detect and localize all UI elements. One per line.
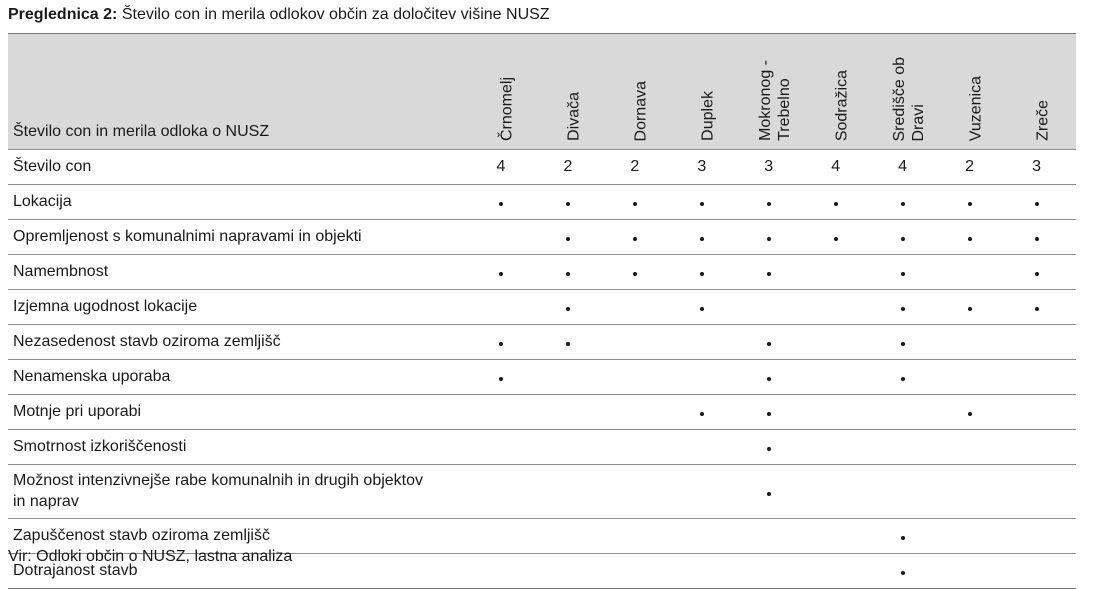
criterion-cell xyxy=(808,519,875,554)
criterion-cell xyxy=(540,430,607,465)
criterion-cell xyxy=(875,430,942,465)
criterion-cell xyxy=(808,290,875,325)
zone-count: 2 xyxy=(965,158,975,175)
bullet-mark xyxy=(700,272,704,276)
criterion-cell xyxy=(741,554,808,589)
zone-count: 4 xyxy=(898,158,908,175)
caption-text: Število con in merila odlokov občin za določitev višine NUSZ xyxy=(121,6,550,23)
bullet-mark xyxy=(566,272,570,276)
bullet-mark xyxy=(700,237,704,241)
bullet-mark xyxy=(767,447,771,451)
bullet-mark xyxy=(767,342,771,346)
criterion-cell xyxy=(942,220,1009,255)
criterion-cell xyxy=(1009,325,1076,360)
column-header xyxy=(1009,34,1076,150)
bullet-mark xyxy=(968,412,972,416)
count-row xyxy=(8,150,1076,185)
criterion-label: Nenamenska uporaba xyxy=(13,368,171,385)
criterion-row xyxy=(8,465,1076,519)
criterion-cell xyxy=(607,430,674,465)
criterion-cell xyxy=(540,465,607,519)
municipality-name: Mokronog - Trebelno xyxy=(756,60,793,141)
criterion-cell xyxy=(674,465,741,519)
criterion-label: Lokacija xyxy=(13,193,72,210)
criterion-cell xyxy=(474,465,541,519)
criterion-row xyxy=(8,255,1076,290)
municipality-name: Zreče xyxy=(1034,100,1052,141)
criterion-cell xyxy=(540,290,607,325)
criterion-cell xyxy=(942,325,1009,360)
criterion-cell xyxy=(607,290,674,325)
bullet-mark xyxy=(901,571,905,575)
bullet-mark xyxy=(767,492,771,496)
criterion-cell xyxy=(875,185,942,220)
criterion-cell xyxy=(1009,395,1076,430)
municipality-name: Črnomelj xyxy=(498,76,516,141)
criterion-cell xyxy=(1009,360,1076,395)
bullet-mark xyxy=(767,272,771,276)
bullet-mark xyxy=(901,377,905,381)
criterion-cell xyxy=(674,519,741,554)
municipality-name: Vuzenica xyxy=(967,75,985,141)
column-header xyxy=(674,34,741,150)
criterion-label: Smotrnost izkoriščenosti xyxy=(13,438,187,455)
criterion-row xyxy=(8,220,1076,255)
criterion-cell xyxy=(674,290,741,325)
column-header xyxy=(474,34,541,150)
criterion-cell xyxy=(875,360,942,395)
bullet-mark xyxy=(1035,307,1039,311)
criterion-cell xyxy=(1009,430,1076,465)
bullet-mark xyxy=(901,536,905,540)
criterion-cell xyxy=(741,290,808,325)
criterion-row xyxy=(8,395,1076,430)
criterion-cell xyxy=(808,220,875,255)
bullet-mark xyxy=(633,272,637,276)
caption-label: Preglednica 2: xyxy=(8,6,118,23)
criterion-cell xyxy=(474,554,541,589)
criterion-cell xyxy=(875,519,942,554)
criterion-cell xyxy=(607,360,674,395)
column-header xyxy=(607,34,674,150)
criterion-label: Opremljenost s komunalnimi napravami in objekti xyxy=(13,228,362,245)
criterion-cell xyxy=(474,395,541,430)
criterion-cell xyxy=(474,325,541,360)
criterion-cell xyxy=(741,255,808,290)
criterion-cell xyxy=(942,185,1009,220)
criterion-row xyxy=(8,325,1076,360)
criterion-cell xyxy=(540,325,607,360)
criterion-cell xyxy=(875,554,942,589)
bullet-mark xyxy=(968,307,972,311)
bullet-mark xyxy=(566,202,570,206)
column-header xyxy=(875,34,942,150)
bullet-mark xyxy=(499,272,503,276)
criterion-label: Možnost intenzivnejše rabe komunalnih in drugih objektov in naprav xyxy=(13,472,424,510)
criterion-cell xyxy=(875,220,942,255)
criterion-label: Namembnost xyxy=(13,263,109,280)
criterion-cell xyxy=(741,465,808,519)
criterion-label: Dotrajanost stavb xyxy=(13,562,138,579)
criterion-label: Izjemna ugodnost lokacije xyxy=(13,298,198,315)
column-header xyxy=(741,34,808,150)
bullet-mark xyxy=(633,202,637,206)
criterion-cell xyxy=(474,255,541,290)
zone-count: 2 xyxy=(630,158,640,175)
zone-count: 3 xyxy=(697,158,707,175)
criterion-cell xyxy=(607,519,674,554)
bullet-mark xyxy=(767,237,771,241)
criterion-cell xyxy=(741,185,808,220)
criterion-cell xyxy=(1009,185,1076,220)
municipality-name: Središče ob Dravi xyxy=(890,56,927,141)
bullet-mark xyxy=(499,202,503,206)
zone-count: 3 xyxy=(764,158,774,175)
criterion-cell xyxy=(741,360,808,395)
bullet-mark xyxy=(901,237,905,241)
bullet-mark xyxy=(901,202,905,206)
bullet-mark xyxy=(700,412,704,416)
criterion-cell xyxy=(942,430,1009,465)
criterion-row xyxy=(8,430,1076,465)
table-header-row xyxy=(8,34,1076,150)
criterion-cell xyxy=(607,220,674,255)
criterion-cell xyxy=(607,554,674,589)
criterion-label: Motnje pri uporabi xyxy=(13,403,142,420)
criterion-cell xyxy=(540,360,607,395)
criterion-cell xyxy=(607,395,674,430)
bullet-mark xyxy=(968,202,972,206)
bullet-mark xyxy=(566,237,570,241)
bullet-mark xyxy=(767,202,771,206)
criterion-cell xyxy=(674,220,741,255)
column-header xyxy=(808,34,875,150)
criterion-cell xyxy=(540,220,607,255)
criterion-cell xyxy=(474,360,541,395)
bullet-mark xyxy=(700,202,704,206)
criterion-cell xyxy=(607,185,674,220)
bullet-mark xyxy=(700,307,704,311)
criterion-cell xyxy=(1009,220,1076,255)
criterion-cell xyxy=(474,519,541,554)
criterion-row xyxy=(8,290,1076,325)
criterion-cell xyxy=(875,290,942,325)
criterion-label: Nezasedenost stavb oziroma zemljišč xyxy=(13,333,281,350)
criterion-cell xyxy=(942,465,1009,519)
criterion-cell xyxy=(474,185,541,220)
bullet-mark xyxy=(968,237,972,241)
criterion-cell xyxy=(607,465,674,519)
row-label: Število con xyxy=(13,158,92,175)
criterion-cell xyxy=(1009,519,1076,554)
bullet-mark xyxy=(834,202,838,206)
criterion-cell xyxy=(540,519,607,554)
table-caption xyxy=(8,4,550,26)
criterion-cell xyxy=(674,360,741,395)
criterion-cell xyxy=(1009,255,1076,290)
criterion-cell xyxy=(474,290,541,325)
criterion-cell xyxy=(741,519,808,554)
criterion-cell xyxy=(875,255,942,290)
criterion-cell xyxy=(808,465,875,519)
bullet-mark xyxy=(499,342,503,346)
bullet-mark xyxy=(767,377,771,381)
criterion-cell xyxy=(1009,465,1076,519)
municipality-name: Sodražica xyxy=(833,69,851,141)
bullet-mark xyxy=(1035,272,1039,276)
criterion-cell xyxy=(540,255,607,290)
zone-count: 4 xyxy=(831,158,841,175)
bullet-mark xyxy=(499,377,503,381)
criterion-cell xyxy=(808,185,875,220)
criterion-cell xyxy=(875,465,942,519)
criterion-cell xyxy=(607,255,674,290)
criterion-cell xyxy=(741,220,808,255)
criterion-cell xyxy=(808,325,875,360)
bullet-mark xyxy=(633,237,637,241)
criterion-cell xyxy=(942,554,1009,589)
criterion-cell xyxy=(942,255,1009,290)
bullet-mark xyxy=(834,237,838,241)
criterion-cell xyxy=(875,395,942,430)
criterion-cell xyxy=(474,220,541,255)
criterion-cell xyxy=(875,325,942,360)
criterion-cell xyxy=(741,430,808,465)
criterion-cell xyxy=(674,554,741,589)
criteria-table xyxy=(8,33,1076,589)
zone-count: 3 xyxy=(1032,158,1041,175)
criterion-cell xyxy=(808,395,875,430)
criterion-cell xyxy=(540,185,607,220)
municipality-name: Divača xyxy=(565,92,583,141)
bullet-mark xyxy=(767,412,771,416)
criterion-cell xyxy=(808,554,875,589)
criterion-cell xyxy=(942,360,1009,395)
criterion-cell xyxy=(1009,554,1076,589)
criterion-cell xyxy=(607,325,674,360)
bullet-mark xyxy=(901,272,905,276)
table-body xyxy=(8,150,1076,589)
criterion-cell xyxy=(1009,290,1076,325)
criterion-cell xyxy=(741,395,808,430)
bullet-mark xyxy=(1035,202,1039,206)
criterion-cell xyxy=(942,519,1009,554)
criterion-cell xyxy=(674,395,741,430)
criterion-cell xyxy=(674,255,741,290)
criterion-cell xyxy=(540,395,607,430)
municipality-name: Dornava xyxy=(632,80,650,141)
municipality-name: Duplek xyxy=(699,91,717,141)
bullet-mark xyxy=(566,342,570,346)
criterion-cell xyxy=(674,185,741,220)
zone-count: 4 xyxy=(496,158,506,175)
bullet-mark xyxy=(901,307,905,311)
criterion-cell xyxy=(808,360,875,395)
criterion-cell xyxy=(674,325,741,360)
source-note: Vir: Odloki občin o NUSZ, lastna analiza xyxy=(8,548,293,565)
criterion-label: Zapuščenost stavb oziroma zemljišč xyxy=(13,527,270,544)
criterion-cell xyxy=(674,430,741,465)
criterion-cell xyxy=(808,430,875,465)
criterion-cell xyxy=(741,325,808,360)
header-label: Število con in merila odloka o NUSZ xyxy=(13,123,270,140)
criterion-cell xyxy=(942,395,1009,430)
column-header xyxy=(540,34,607,150)
bullet-mark xyxy=(901,342,905,346)
zone-count: 2 xyxy=(563,158,573,175)
column-header xyxy=(942,34,1009,150)
criterion-cell xyxy=(808,255,875,290)
bullet-mark xyxy=(566,307,570,311)
criterion-cell xyxy=(942,290,1009,325)
criterion-cell xyxy=(540,554,607,589)
bullet-mark xyxy=(1035,237,1039,241)
criterion-row xyxy=(8,360,1076,395)
criterion-row xyxy=(8,185,1076,220)
criterion-cell xyxy=(474,430,541,465)
